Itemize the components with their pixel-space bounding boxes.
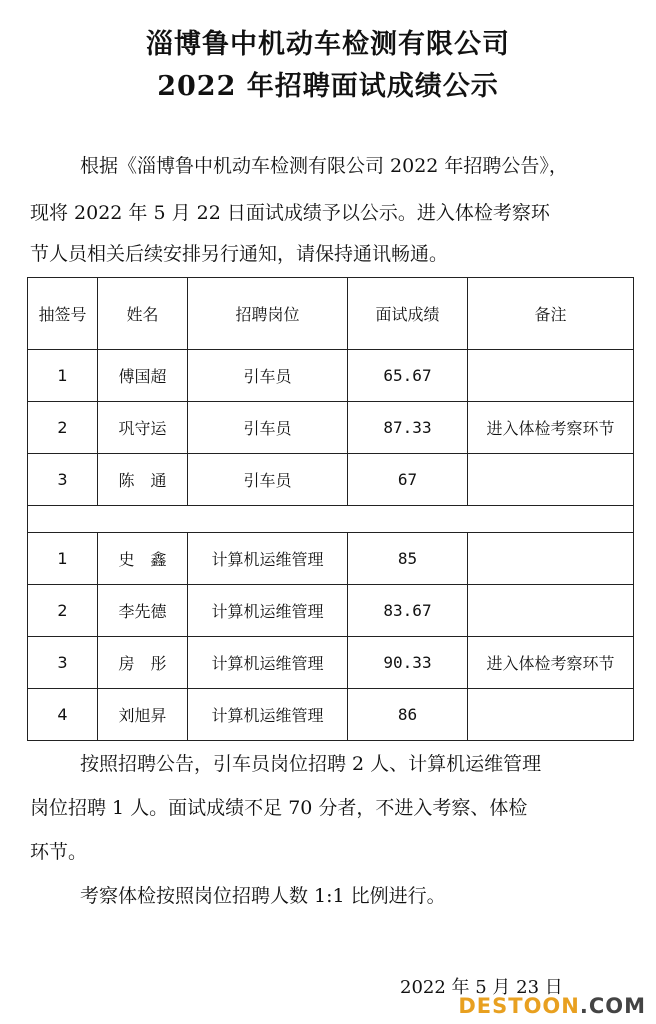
table-row <box>28 350 634 402</box>
cell-score: 83.67 <box>348 585 468 637</box>
cell-name: 巩守运 <box>98 402 188 454</box>
cell-remark <box>468 533 634 585</box>
note-line-2: 岗位招聘 1 人。面试成绩不足 70 分者，不进入考察、体检 <box>30 797 528 819</box>
site-watermark <box>458 994 646 1018</box>
table-row <box>28 585 634 637</box>
cell-draw-number: 3 <box>28 637 98 689</box>
intro-line-1: 根据《淄博鲁中机动车检测有限公司 2022 年招聘公告》， <box>80 155 568 177</box>
cell-remark: 进入体检考察环节 <box>468 637 634 689</box>
note-line-3: 环节。 <box>30 841 88 863</box>
header-remark: 备注 <box>468 278 634 350</box>
cell-draw-number: 3 <box>28 454 98 506</box>
table-row <box>28 402 634 454</box>
header-position: 招聘岗位 <box>188 278 348 350</box>
table-separator-row <box>28 506 634 533</box>
cell-remark <box>468 689 634 741</box>
cell-name: 李先德 <box>98 585 188 637</box>
note-line-1: 按照招聘公告，引车员岗位招聘 2 人、计算机运维管理 <box>80 753 542 775</box>
cell-position: 计算机运维管理 <box>188 585 348 637</box>
notice-subtitle: 2022 年招聘面试成绩公示 <box>157 71 499 102</box>
cell-score: 90.33 <box>348 637 468 689</box>
table-row <box>28 689 634 741</box>
cell-score: 86 <box>348 689 468 741</box>
cell-position: 计算机运维管理 <box>188 689 348 741</box>
notice-title: 淄博鲁中机动车检测有限公司 <box>146 29 510 60</box>
cell-position: 计算机运维管理 <box>188 637 348 689</box>
cell-score: 85 <box>348 533 468 585</box>
note-line-4: 考察体检按照岗位招聘人数 1:1 比例进行。 <box>80 885 446 907</box>
header-name: 姓名 <box>98 278 188 350</box>
cell-remark <box>468 454 634 506</box>
cell-position: 计算机运维管理 <box>188 533 348 585</box>
watermark-brand: DESTOON <box>458 994 580 1018</box>
cell-position: 引车员 <box>188 454 348 506</box>
cell-score: 67 <box>348 454 468 506</box>
intro-line-2: 现将 2022 年 5 月 22 日面试成绩予以公示。进入体检考察环 <box>30 202 550 224</box>
cell-draw-number: 1 <box>28 350 98 402</box>
watermark-domain: .COM <box>579 994 646 1018</box>
cell-name: 房 彤 <box>98 637 188 689</box>
cell-remark <box>468 585 634 637</box>
cell-remark <box>468 350 634 402</box>
cell-name: 刘旭昇 <box>98 689 188 741</box>
cell-draw-number: 4 <box>28 689 98 741</box>
cell-name: 陈 通 <box>98 454 188 506</box>
cell-score: 65.67 <box>348 350 468 402</box>
cell-remark: 进入体检考察环节 <box>468 402 634 454</box>
score-table <box>27 277 634 741</box>
cell-draw-number: 2 <box>28 585 98 637</box>
header-score: 面试成绩 <box>348 278 468 350</box>
table-header-row <box>28 278 634 350</box>
cell-draw-number: 1 <box>28 533 98 585</box>
separator-cell <box>28 506 634 533</box>
cell-name: 史 鑫 <box>98 533 188 585</box>
cell-position: 引车员 <box>188 402 348 454</box>
cell-name: 傅国超 <box>98 350 188 402</box>
cell-position: 引车员 <box>188 350 348 402</box>
table-row <box>28 533 634 585</box>
publish-date: 2022 年 5 月 23 日 <box>400 977 563 998</box>
intro-line-3: 节人员相关后续安排另行通知，请保持通讯畅通。 <box>30 243 449 265</box>
cell-draw-number: 2 <box>28 402 98 454</box>
table-row <box>28 637 634 689</box>
table-row <box>28 454 634 506</box>
cell-score: 87.33 <box>348 402 468 454</box>
header-draw-number: 抽签号 <box>28 278 98 350</box>
